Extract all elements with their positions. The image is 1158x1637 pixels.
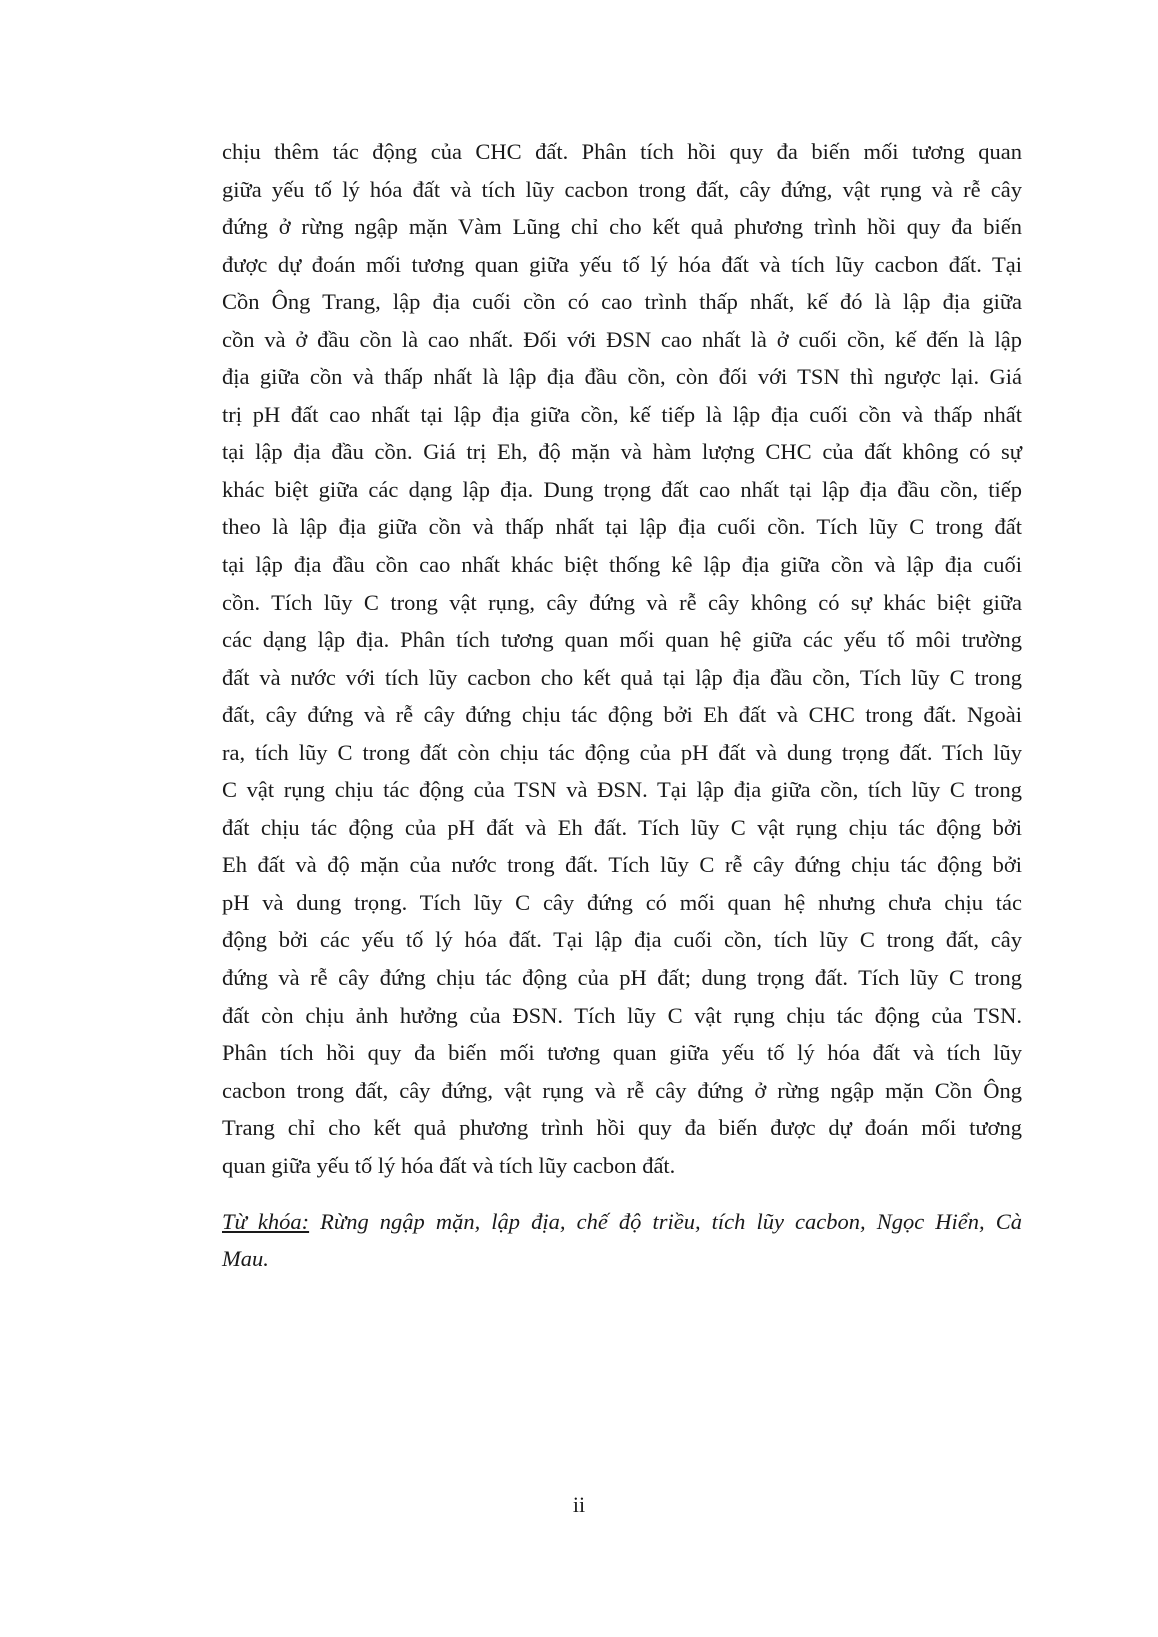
- abstract-line: Eh đất và độ mặn của nước trong đất. Tích lũy C rễ cây đứng chịu tác động bởi: [222, 852, 1022, 878]
- abstract-line: Phân tích hồi quy đa biến mối tương quan giữa yếu tố lý hóa đất và tích lũy: [222, 1040, 1022, 1066]
- abstract-line: theo là lập địa giữa cồn và thấp nhất tại lập địa cuối cồn. Tích lũy C trong đất: [222, 514, 1022, 540]
- abstract-line: pH và dung trọng. Tích lũy C cây đứng có mối quan hệ nhưng chưa chịu tác: [222, 889, 1022, 915]
- abstract-line: đứng và rễ cây đứng chịu tác động của pH đất; dung trọng đất. Tích lũy C trong: [222, 965, 1022, 991]
- keywords-label: Từ khóa:: [222, 1209, 310, 1234]
- abstract-line: địa giữa cồn và thấp nhất là lập địa đầu cồn, còn đối với TSN thì ngược lại. Giá: [222, 364, 1022, 390]
- abstract-line: Trang chỉ cho kết quả phương trình hồi quy đa biến được dự đoán mối tương: [222, 1115, 1022, 1141]
- keywords-section: [222, 1203, 1022, 1277]
- abstract-line: ra, tích lũy C trong đất còn chịu tác động của pH đất và dung trọng đất. Tích lũy: [222, 739, 1022, 765]
- abstract-line: C vật rụng chịu tác động của TSN và ĐSN. Tại lập địa giữa cồn, tích lũy C trong: [222, 777, 1022, 803]
- abstract-line: đất, cây đứng và rễ cây đứng chịu tác động bởi Eh đất và CHC trong đất. Ngoài: [222, 702, 1022, 728]
- abstract-line: động bởi các yếu tố lý hóa đất. Tại lập địa cuối cồn, tích lũy C trong đất, cây: [222, 927, 1022, 953]
- abstract-line: các dạng lập địa. Phân tích tương quan mối quan hệ giữa các yếu tố môi trường: [222, 627, 1022, 653]
- abstract-paragraph: [222, 133, 1022, 1184]
- abstract-line: cồn và ở đầu cồn là cao nhất. Đối với ĐSN cao nhất là ở cuối cồn, kế đến là lập: [222, 326, 1022, 352]
- keywords-line: [222, 1203, 1022, 1240]
- abstract-line: tại lập địa đầu cồn. Giá trị Eh, độ mặn và hàm lượng CHC của đất không có sự: [222, 439, 1022, 465]
- abstract-line: khác biệt giữa các dạng lập địa. Dung trọng đất cao nhất tại lập địa đầu cồn, tiếp: [222, 476, 1022, 502]
- abstract-line: giữa yếu tố lý hóa đất và tích lũy cacbon trong đất, cây đứng, vật rụng và rễ cây: [222, 176, 1022, 202]
- abstract-line: được dự đoán mối tương quan giữa yếu tố lý hóa đất và tích lũy cacbon đất. Tại: [222, 251, 1022, 277]
- keywords-line-continued: Mau.: [222, 1246, 269, 1271]
- keywords-text: Rừng ngập mặn, lập địa, chế độ triều, tích lũy cacbon, Ngọc Hiển, Cà: [320, 1209, 1022, 1234]
- abstract-line: đất và nước với tích lũy cacbon cho kết quả tại lập địa đầu cồn, Tích lũy C trong: [222, 664, 1022, 690]
- abstract-line: chịu thêm tác động của CHC đất. Phân tích hồi quy đa biến mối tương quan: [222, 139, 1022, 164]
- page-number: ii: [572, 1492, 586, 1517]
- abstract-line: tại lập địa đầu cồn cao nhất khác biệt thống kê lập địa giữa cồn và lập địa cuối: [222, 552, 1022, 578]
- abstract-line: đất còn chịu ảnh hưởng của ĐSN. Tích lũy C vật rụng chịu tác động của TSN.: [222, 1002, 1022, 1028]
- abstract-line: trị pH đất cao nhất tại lập địa giữa cồn, kế tiếp là lập địa cuối cồn và thấp nhất: [222, 401, 1022, 427]
- abstract-line: cacbon trong đất, cây đứng, vật rụng và rễ cây đứng ở rừng ngập mặn Cồn Ông: [222, 1077, 1022, 1103]
- abstract-line: Cồn Ông Trang, lập địa cuối cồn có cao trình thấp nhất, kế đó là lập địa giữa: [222, 289, 1022, 315]
- abstract-line: cồn. Tích lũy C trong vật rụng, cây đứng và rễ cây không có sự khác biệt giữa: [222, 589, 1022, 615]
- abstract-line: đất chịu tác động của pH đất và Eh đất. Tích lũy C vật rụng chịu tác động bởi: [222, 814, 1022, 840]
- abstract-line: quan giữa yếu tố lý hóa đất và tích lũy cacbon đất.: [222, 1152, 676, 1178]
- abstract-line: đứng ở rừng ngập mặn Vàm Lũng chỉ cho kết quả phương trình hồi quy đa biến: [222, 214, 1022, 240]
